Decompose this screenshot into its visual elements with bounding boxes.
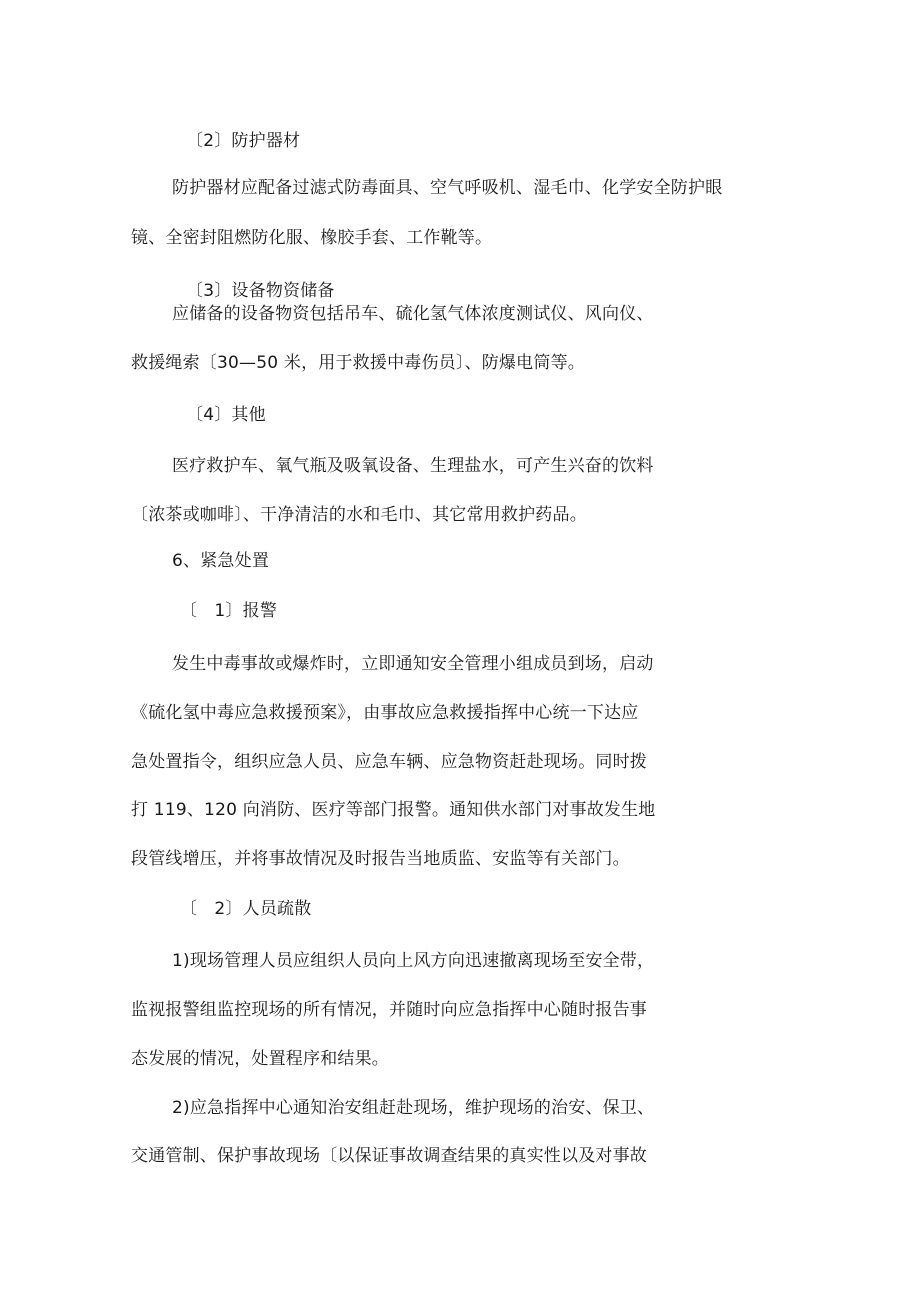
paragraph-line: 1)现场管理人员应组织人员向上风方向迅速撤离现场至安全带， — [172, 951, 655, 971]
paragraph-line: 急处置指令，组织应急人员、应急车辆、应急物资赶赴现场。同时拨 — [131, 752, 647, 772]
paragraph-line: 医疗救护车、氧气瓶及吸氧设备、生理盐水，可产生兴奋的饮料 — [172, 456, 654, 476]
subheading-protective-equipment: 〔2〕防护器材 — [186, 131, 301, 151]
paragraph-line: 交通管制、保护事故现场〔以保证事故调查结果的真实性以及对事故 — [131, 1146, 647, 1166]
paragraph-line: 应储备的设备物资包括吊车、硫化氢气体浓度测试仪、风向仪、 — [172, 304, 654, 324]
paragraph-line: 防护器材应配备过滤式防毒面具、空气呼吸机、湿毛巾、化学安全防护眼 — [172, 178, 723, 198]
paragraph-line: 发生中毒事故或爆炸时，立即通知安全管理小组成员到场，启动 — [172, 654, 654, 674]
subheading-other: 〔4〕其他 — [186, 405, 266, 425]
paragraph-line: 段管线增压，并将事故情况及时报告当地质监、安监等有关部门。 — [131, 849, 630, 869]
paragraph-line: 打 119、120 向消防、医疗等部门报警。通知供水部门对事故发生地 — [131, 800, 656, 820]
paragraph-line: 2)应急指挥中心通知治安组赶赴现场，维护现场的治安、保卫、 — [172, 1098, 655, 1118]
section-heading-emergency: 6、紧急处置 — [172, 551, 270, 571]
paragraph-line: 镜、全密封阻燃防化服、橡胶手套、工作靴等。 — [131, 228, 493, 248]
subheading-evacuation: 〔 2〕人员疏散 — [180, 899, 312, 919]
subheading-alarm: 〔 1〕报警 — [180, 601, 278, 621]
paragraph-line: 救援绳索〔30—50 米，用于救援中毒伤员〕、防爆电筒等。 — [131, 353, 585, 373]
paragraph-line: 态发展的情况，处置程序和结果。 — [131, 1049, 389, 1069]
paragraph-line: 监视报警组监控现场的所有情况，并随时向应急指挥中心随时报告事 — [131, 1000, 647, 1020]
paragraph-line: 〔浓茶或咖啡〕、干净清洁的水和毛巾、其它常用救护药品。 — [131, 505, 587, 525]
subheading-equipment-reserve: 〔3〕设备物资储备 — [186, 281, 335, 301]
paragraph-line: 《硫化氢中毒应急救援预案》，由事故应急救援指挥中心统一下达应 — [131, 703, 639, 723]
